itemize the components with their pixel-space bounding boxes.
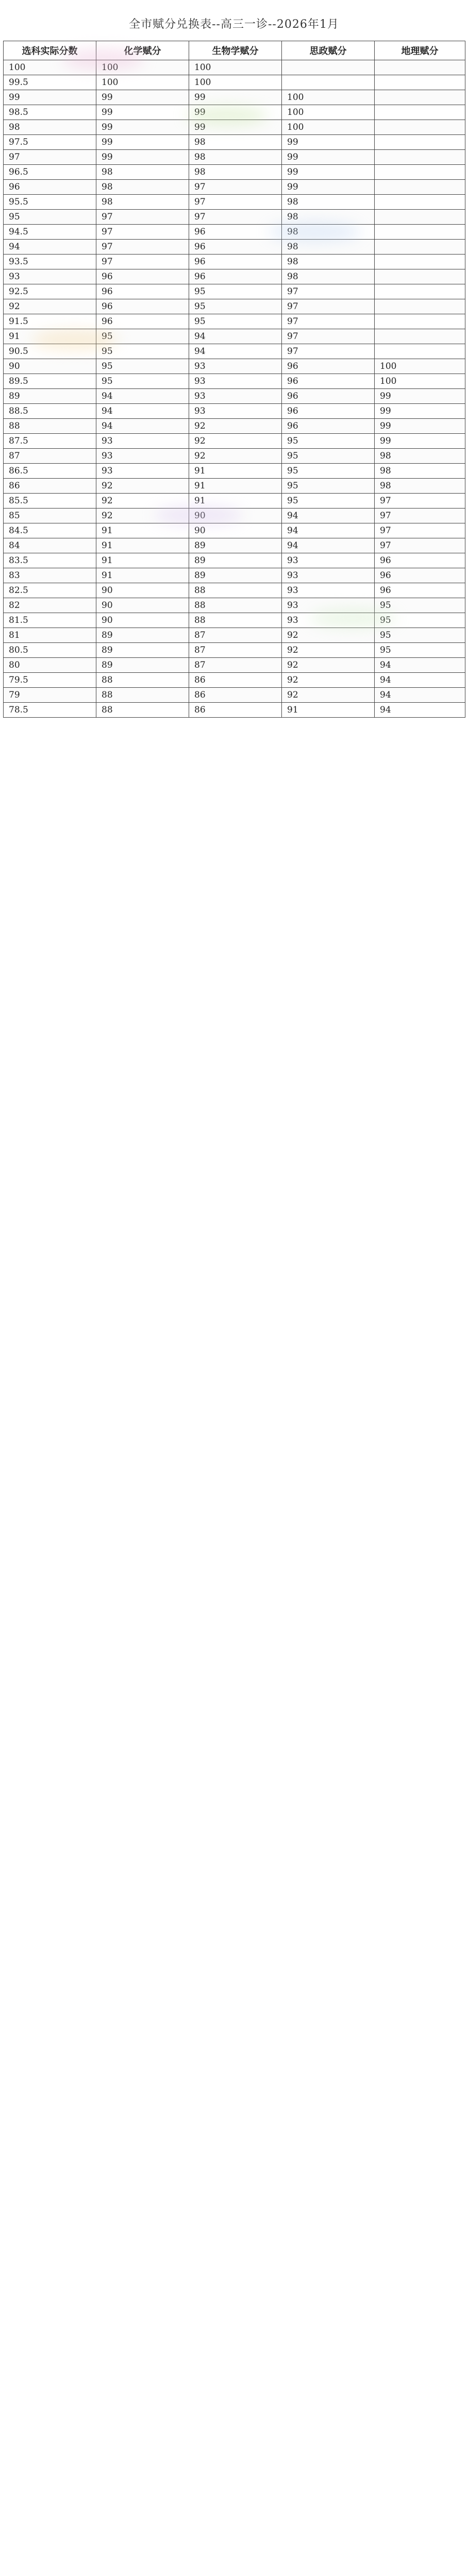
- cell-chemistry: 92: [96, 479, 189, 494]
- cell-politics: 96: [282, 359, 375, 374]
- cell-chemistry: 94: [96, 389, 189, 404]
- cell-raw-score: 94: [4, 240, 96, 255]
- cell-biology: 98: [189, 135, 282, 150]
- cell-raw-score: 87.5: [4, 434, 96, 449]
- cell-chemistry: 93: [96, 449, 189, 464]
- cell-politics: 99: [282, 150, 375, 165]
- cell-politics: 92: [282, 658, 375, 673]
- score-conversion-sheet: [0, 0, 468, 728]
- table-row: [4, 255, 465, 269]
- cell-biology: 97: [189, 195, 282, 210]
- cell-biology: 92: [189, 449, 282, 464]
- cell-politics: 97: [282, 299, 375, 314]
- cell-raw-score: 89.5: [4, 374, 96, 389]
- cell-geography: [375, 225, 465, 240]
- table-row: [4, 509, 465, 523]
- cell-raw-score: 93.5: [4, 255, 96, 269]
- cell-geography: [375, 165, 465, 180]
- cell-chemistry: 91: [96, 538, 189, 553]
- cell-chemistry: 94: [96, 419, 189, 434]
- cell-biology: 90: [189, 523, 282, 538]
- column-header-biology: 生物学赋分: [189, 41, 282, 60]
- cell-geography: 99: [375, 404, 465, 419]
- cell-biology: 88: [189, 613, 282, 628]
- cell-chemistry: 98: [96, 180, 189, 195]
- column-header-geography: 地理赋分: [375, 41, 465, 60]
- cell-politics: 95: [282, 449, 375, 464]
- cell-raw-score: 80: [4, 658, 96, 673]
- cell-biology: 96: [189, 255, 282, 269]
- cell-chemistry: 88: [96, 688, 189, 703]
- table-row: [4, 419, 465, 434]
- table-row: [4, 628, 465, 643]
- cell-biology: 91: [189, 479, 282, 494]
- cell-geography: 100: [375, 374, 465, 389]
- cell-politics: 91: [282, 703, 375, 718]
- cell-raw-score: 96: [4, 180, 96, 195]
- cell-geography: 99: [375, 434, 465, 449]
- cell-raw-score: 97: [4, 150, 96, 165]
- cell-biology: 93: [189, 404, 282, 419]
- cell-geography: [375, 344, 465, 359]
- cell-politics: 93: [282, 583, 375, 598]
- table-row: [4, 598, 465, 613]
- cell-biology: 95: [189, 314, 282, 329]
- cell-biology: 88: [189, 598, 282, 613]
- table-row: [4, 150, 465, 165]
- cell-chemistry: 99: [96, 90, 189, 105]
- table-row: [4, 314, 465, 329]
- table-row: [4, 643, 465, 658]
- cell-chemistry: 90: [96, 613, 189, 628]
- cell-biology: 91: [189, 464, 282, 479]
- cell-geography: [375, 314, 465, 329]
- cell-geography: [375, 255, 465, 269]
- cell-biology: 92: [189, 434, 282, 449]
- conversion-table: [3, 41, 465, 718]
- cell-geography: [375, 75, 465, 90]
- table-row: [4, 299, 465, 314]
- cell-biology: 94: [189, 329, 282, 344]
- cell-biology: 95: [189, 299, 282, 314]
- cell-politics: 96: [282, 419, 375, 434]
- cell-geography: 97: [375, 538, 465, 553]
- cell-chemistry: 88: [96, 673, 189, 688]
- cell-chemistry: 96: [96, 269, 189, 284]
- cell-biology: 97: [189, 210, 282, 225]
- cell-biology: 98: [189, 150, 282, 165]
- cell-raw-score: 91: [4, 329, 96, 344]
- cell-chemistry: 99: [96, 105, 189, 120]
- table-row: [4, 180, 465, 195]
- column-header-politics: 思政赋分: [282, 41, 375, 60]
- cell-biology: 93: [189, 374, 282, 389]
- cell-chemistry: 95: [96, 359, 189, 374]
- table-row: [4, 538, 465, 553]
- cell-raw-score: 81.5: [4, 613, 96, 628]
- cell-geography: 99: [375, 389, 465, 404]
- cell-raw-score: 98.5: [4, 105, 96, 120]
- table-row: [4, 359, 465, 374]
- cell-raw-score: 85.5: [4, 494, 96, 509]
- cell-raw-score: 79: [4, 688, 96, 703]
- cell-politics: 97: [282, 314, 375, 329]
- cell-geography: [375, 135, 465, 150]
- cell-chemistry: 99: [96, 135, 189, 150]
- cell-raw-score: 84: [4, 538, 96, 553]
- table-row: [4, 494, 465, 509]
- table-row: [4, 195, 465, 210]
- cell-geography: 97: [375, 523, 465, 538]
- cell-chemistry: 98: [96, 195, 189, 210]
- cell-politics: 98: [282, 240, 375, 255]
- table-row: [4, 135, 465, 150]
- table-row: [4, 240, 465, 255]
- cell-raw-score: 93: [4, 269, 96, 284]
- cell-raw-score: 98: [4, 120, 96, 135]
- cell-politics: 97: [282, 329, 375, 344]
- cell-politics: 94: [282, 509, 375, 523]
- table-header-row: [4, 41, 465, 60]
- table-row: [4, 479, 465, 494]
- cell-chemistry: 99: [96, 120, 189, 135]
- cell-chemistry: 89: [96, 628, 189, 643]
- table-row: [4, 553, 465, 568]
- cell-geography: 95: [375, 613, 465, 628]
- cell-geography: 96: [375, 568, 465, 583]
- cell-politics: 98: [282, 269, 375, 284]
- cell-politics: 97: [282, 344, 375, 359]
- cell-raw-score: 92.5: [4, 284, 96, 299]
- cell-geography: [375, 284, 465, 299]
- cell-politics: 99: [282, 165, 375, 180]
- cell-geography: [375, 90, 465, 105]
- cell-politics: 93: [282, 568, 375, 583]
- table-row: [4, 120, 465, 135]
- cell-chemistry: 96: [96, 299, 189, 314]
- cell-raw-score: 88: [4, 419, 96, 434]
- cell-politics: 94: [282, 523, 375, 538]
- cell-politics: [282, 75, 375, 90]
- cell-biology: 87: [189, 628, 282, 643]
- cell-raw-score: 89: [4, 389, 96, 404]
- cell-politics: [282, 60, 375, 75]
- cell-biology: 91: [189, 494, 282, 509]
- cell-biology: 96: [189, 225, 282, 240]
- cell-geography: [375, 150, 465, 165]
- cell-chemistry: 89: [96, 643, 189, 658]
- cell-raw-score: 79.5: [4, 673, 96, 688]
- table-row: [4, 60, 465, 75]
- cell-biology: 90: [189, 509, 282, 523]
- cell-politics: 93: [282, 613, 375, 628]
- table-row: [4, 329, 465, 344]
- cell-biology: 89: [189, 553, 282, 568]
- cell-geography: 99: [375, 419, 465, 434]
- cell-politics: 98: [282, 225, 375, 240]
- cell-politics: 98: [282, 210, 375, 225]
- cell-geography: 94: [375, 673, 465, 688]
- table-row: [4, 105, 465, 120]
- cell-chemistry: 96: [96, 314, 189, 329]
- cell-geography: 95: [375, 643, 465, 658]
- cell-raw-score: 87: [4, 449, 96, 464]
- cell-politics: 95: [282, 464, 375, 479]
- cell-chemistry: 97: [96, 225, 189, 240]
- cell-biology: 100: [189, 60, 282, 75]
- table-row: [4, 90, 465, 105]
- cell-raw-score: 99.5: [4, 75, 96, 90]
- cell-geography: [375, 210, 465, 225]
- cell-chemistry: 95: [96, 344, 189, 359]
- cell-raw-score: 86.5: [4, 464, 96, 479]
- cell-raw-score: 88.5: [4, 404, 96, 419]
- table-row: [4, 523, 465, 538]
- cell-biology: 87: [189, 643, 282, 658]
- cell-politics: 95: [282, 479, 375, 494]
- cell-politics: 96: [282, 404, 375, 419]
- cell-politics: 92: [282, 643, 375, 658]
- cell-biology: 95: [189, 284, 282, 299]
- table-row: [4, 389, 465, 404]
- cell-politics: 100: [282, 90, 375, 105]
- cell-biology: 97: [189, 180, 282, 195]
- cell-geography: [375, 195, 465, 210]
- cell-chemistry: 93: [96, 464, 189, 479]
- cell-geography: 98: [375, 449, 465, 464]
- cell-biology: 94: [189, 344, 282, 359]
- table-row: [4, 434, 465, 449]
- table-row: [4, 75, 465, 90]
- cell-politics: 96: [282, 374, 375, 389]
- cell-geography: 100: [375, 359, 465, 374]
- cell-chemistry: 91: [96, 568, 189, 583]
- table-row: [4, 688, 465, 703]
- cell-politics: 92: [282, 688, 375, 703]
- cell-chemistry: 95: [96, 374, 189, 389]
- cell-raw-score: 83.5: [4, 553, 96, 568]
- cell-chemistry: 92: [96, 494, 189, 509]
- cell-biology: 96: [189, 240, 282, 255]
- cell-geography: 98: [375, 464, 465, 479]
- cell-politics: 92: [282, 628, 375, 643]
- cell-raw-score: 81: [4, 628, 96, 643]
- cell-biology: 93: [189, 389, 282, 404]
- cell-chemistry: 99: [96, 150, 189, 165]
- cell-geography: [375, 120, 465, 135]
- cell-chemistry: 100: [96, 60, 189, 75]
- cell-raw-score: 82: [4, 598, 96, 613]
- cell-biology: 88: [189, 583, 282, 598]
- cell-biology: 86: [189, 673, 282, 688]
- cell-geography: 98: [375, 479, 465, 494]
- cell-politics: 94: [282, 538, 375, 553]
- cell-politics: 99: [282, 135, 375, 150]
- cell-biology: 86: [189, 688, 282, 703]
- cell-geography: 94: [375, 703, 465, 718]
- cell-biology: 100: [189, 75, 282, 90]
- cell-biology: 87: [189, 658, 282, 673]
- cell-politics: 96: [282, 389, 375, 404]
- column-header-chemistry: 化学赋分: [96, 41, 189, 60]
- cell-raw-score: 92: [4, 299, 96, 314]
- cell-chemistry: 89: [96, 658, 189, 673]
- cell-geography: 94: [375, 688, 465, 703]
- cell-chemistry: 93: [96, 434, 189, 449]
- cell-chemistry: 97: [96, 255, 189, 269]
- cell-geography: [375, 105, 465, 120]
- table-row: [4, 583, 465, 598]
- table-row: [4, 449, 465, 464]
- cell-politics: 95: [282, 494, 375, 509]
- cell-chemistry: 94: [96, 404, 189, 419]
- table-row: [4, 210, 465, 225]
- cell-geography: [375, 180, 465, 195]
- cell-politics: 92: [282, 673, 375, 688]
- table-row: [4, 568, 465, 583]
- cell-raw-score: 84.5: [4, 523, 96, 538]
- cell-biology: 99: [189, 120, 282, 135]
- table-row: [4, 374, 465, 389]
- cell-geography: 97: [375, 494, 465, 509]
- cell-raw-score: 90.5: [4, 344, 96, 359]
- cell-chemistry: 97: [96, 210, 189, 225]
- cell-geography: 95: [375, 598, 465, 613]
- cell-geography: [375, 240, 465, 255]
- cell-geography: [375, 299, 465, 314]
- cell-biology: 99: [189, 90, 282, 105]
- cell-politics: 93: [282, 598, 375, 613]
- cell-biology: 89: [189, 538, 282, 553]
- cell-chemistry: 91: [96, 523, 189, 538]
- cell-politics: 93: [282, 553, 375, 568]
- cell-politics: 100: [282, 120, 375, 135]
- cell-chemistry: 98: [96, 165, 189, 180]
- cell-geography: 96: [375, 583, 465, 598]
- cell-geography: 97: [375, 509, 465, 523]
- cell-biology: 89: [189, 568, 282, 583]
- cell-raw-score: 95: [4, 210, 96, 225]
- cell-raw-score: 80.5: [4, 643, 96, 658]
- cell-raw-score: 96.5: [4, 165, 96, 180]
- cell-raw-score: 83: [4, 568, 96, 583]
- cell-chemistry: 96: [96, 284, 189, 299]
- table-row: [4, 464, 465, 479]
- cell-chemistry: 97: [96, 240, 189, 255]
- cell-geography: [375, 269, 465, 284]
- table-row: [4, 344, 465, 359]
- cell-chemistry: 90: [96, 583, 189, 598]
- table-row: [4, 613, 465, 628]
- cell-politics: 98: [282, 195, 375, 210]
- cell-raw-score: 78.5: [4, 703, 96, 718]
- cell-geography: 95: [375, 628, 465, 643]
- column-header-raw-score: 选科实际分数: [4, 41, 96, 60]
- cell-raw-score: 97.5: [4, 135, 96, 150]
- cell-raw-score: 86: [4, 479, 96, 494]
- cell-politics: 98: [282, 255, 375, 269]
- cell-politics: 99: [282, 180, 375, 195]
- cell-biology: 98: [189, 165, 282, 180]
- cell-chemistry: 90: [96, 598, 189, 613]
- table-body: [4, 60, 465, 718]
- table-row: [4, 404, 465, 419]
- cell-biology: 92: [189, 419, 282, 434]
- cell-geography: 94: [375, 658, 465, 673]
- cell-raw-score: 82.5: [4, 583, 96, 598]
- table-row: [4, 165, 465, 180]
- table-row: [4, 673, 465, 688]
- cell-raw-score: 90: [4, 359, 96, 374]
- table-row: [4, 269, 465, 284]
- table-row: [4, 284, 465, 299]
- table-row: [4, 225, 465, 240]
- cell-biology: 86: [189, 703, 282, 718]
- cell-biology: 99: [189, 105, 282, 120]
- cell-geography: 96: [375, 553, 465, 568]
- cell-chemistry: 92: [96, 509, 189, 523]
- cell-raw-score: 94.5: [4, 225, 96, 240]
- cell-geography: [375, 329, 465, 344]
- cell-raw-score: 99: [4, 90, 96, 105]
- cell-chemistry: 91: [96, 553, 189, 568]
- cell-raw-score: 85: [4, 509, 96, 523]
- cell-politics: 97: [282, 284, 375, 299]
- cell-chemistry: 95: [96, 329, 189, 344]
- cell-chemistry: 88: [96, 703, 189, 718]
- cell-geography: [375, 60, 465, 75]
- page-title: 全市赋分兑换表--高三一诊--2026年1月: [129, 18, 339, 31]
- cell-politics: 95: [282, 434, 375, 449]
- cell-raw-score: 100: [4, 60, 96, 75]
- table-row: [4, 658, 465, 673]
- cell-biology: 93: [189, 359, 282, 374]
- cell-raw-score: 95.5: [4, 195, 96, 210]
- table-row: [4, 703, 465, 718]
- cell-chemistry: 100: [96, 75, 189, 90]
- cell-politics: 100: [282, 105, 375, 120]
- cell-raw-score: 91.5: [4, 314, 96, 329]
- cell-biology: 96: [189, 269, 282, 284]
